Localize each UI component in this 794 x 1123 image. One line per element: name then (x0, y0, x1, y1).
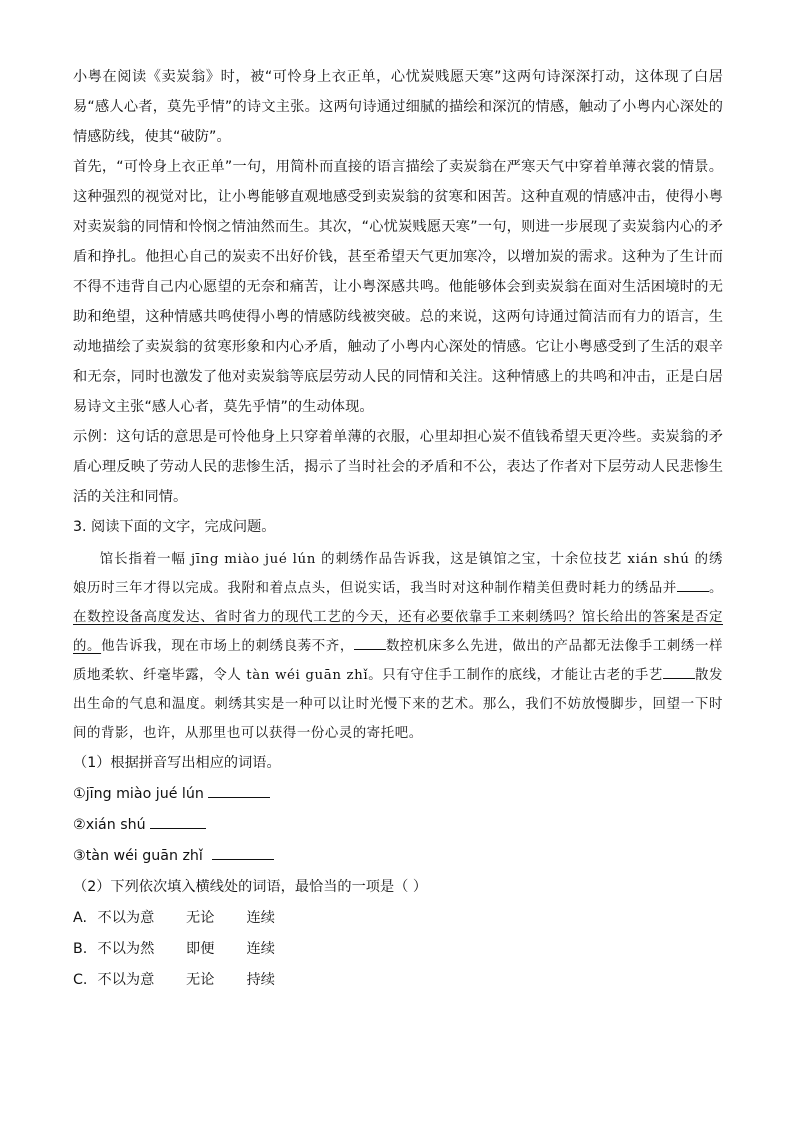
option-c-word-1: 不以为意 (97, 972, 155, 988)
passage-underlined-sentence: 在数控设备高度发达、省时省力的现代工艺的今天，还有必要依靠手工来刺绣吗？馆长给出的答案是否定的。 (73, 610, 723, 654)
answer-blank-3[interactable] (212, 845, 274, 860)
passage-sentence-5: 数控机床多么先进，做出的产品都无法像手工刺绣一样质地柔软、纤毫毕露，令人 tàn wéi guān zhǐ。只有守住手工制作的底线，才能让古老的手艺 (73, 639, 723, 683)
question-3-title: 3. 阅读下面的文字，完成问题。 (73, 519, 276, 535)
pinyin-item-3 (73, 841, 723, 872)
passage-blank-3 (663, 664, 695, 679)
answer-blank-1[interactable] (208, 783, 270, 798)
passage-sentence-2: 。 (708, 581, 723, 596)
option-b[interactable] (73, 934, 723, 965)
option-c-word-2: 无论 (186, 972, 215, 988)
pinyin-item-2-text: ②xián shú (73, 817, 146, 833)
option-a-word-3: 连续 (246, 910, 275, 926)
analysis-paragraph-1: 小粤在阅读《卖炭翁》时，被“可怜身上衣正单，心忧炭贱愿天寒”这两句诗深深打动，这体现了白居易“感人心者，莫先乎情”的诗文主张。这两句诗通过细腻的描绘和深沉的情感，触动了小粤内心深处的情感防线，使其“破防”。 (73, 69, 723, 145)
pinyin-item-3-text: ③tàn wéi guān zhǐ (73, 848, 203, 864)
passage-blank-2 (354, 635, 386, 650)
option-a-letter: A. (73, 910, 87, 926)
answer-blank-2[interactable] (150, 814, 206, 829)
passage-sentence-1: 馆长指着一幅 jīng miào jué lún 的刺绣作品告诉我，这是镇馆之宝，十余位技艺 xián shú 的绣娘历时三年才得以完成。我附和着点点头，但说实话，我当时对这种制作精美但费时耗力的绣品并 (73, 552, 723, 596)
pinyin-item-1-text: ①jīng miào jué lún (73, 786, 204, 802)
pinyin-item-2 (73, 810, 723, 841)
option-c-word-3: 持续 (246, 972, 275, 988)
document-page (73, 62, 723, 996)
analysis-paragraph-3: 示例：这句话的意思是可怜他身上只穿着单薄的衣服，心里却担心炭不值钱希望天更冷些。卖炭翁的矛盾心理反映了劳动人民的悲惨生活，揭示了当时社会的矛盾和不公，表达了作者对下层劳动人民悲惨生活的关注和同情。 (73, 429, 723, 505)
passage-blank-1 (677, 577, 709, 592)
option-b-letter: B. (73, 941, 88, 957)
analysis-paragraph-2: 首先，“可怜身上衣正单”一句，用简朴而直接的语言描绘了卖炭翁在严寒天气中穿着单薄衣裳的情景。这种强烈的视觉对比，让小粤能够直观地感受到卖炭翁的贫寒和困苦。这种直观的情感冲击，使得小粤对卖炭翁的同情和怜悯之情油然而生。其次，“心忧炭贱愿天寒”一句，则进一步展现了卖炭翁内心的矛盾和挣扎。他担心自己的炭卖不出好价钱，甚至希望天气更加寒冷，以增加炭的需求。这种为了生计而不得不违背自己内心愿望的无奈和痛苦，让小粤深感共鸣。他能够体会到卖炭翁在面对生活困境时的无助和绝望，这种情感共鸣使得小粤的情感防线被突破。总的来说，这两句诗通过简洁而有力的语言，生动地描绘了卖炭翁的贫寒形象和内心矛盾，触动了小粤内心深处的情感。它让小粤感受到了生活的艰辛和无奈，同时也激发了他对卖炭翁等底层劳动人民的同情和关注。这种情感上的共鸣和冲击，正是白居易诗文主张“感人心者，莫先乎情”的生动体现。 (73, 159, 723, 415)
option-c-letter: C. (73, 972, 88, 988)
option-a-word-1: 不以为意 (97, 910, 155, 926)
passage-sentence-6: 散发出生命的气息和温度。刺绣其实是一种可以让时光慢下来的艺术。那么，我们不妨放慢脚步，回望一下时间的背影，也许，从那里也可以获得一份心灵的寄托吧。 (73, 668, 724, 741)
option-b-word-3: 连续 (246, 941, 275, 957)
option-b-word-2: 即便 (186, 941, 215, 957)
option-a[interactable] (73, 903, 723, 934)
option-b-word-1: 不以为然 (97, 941, 155, 957)
passage-sentence-4: 他告诉我，现在市场上的刺绣良莠不齐， (101, 639, 354, 654)
sub-question-1-title: （1）根据拼音写出相应的词语。 (73, 755, 281, 771)
option-c[interactable] (73, 965, 723, 996)
sub-question-2-title: （2）下列依次填入横线处的词语，最恰当的一项是（ ） (73, 879, 428, 895)
option-a-word-2: 无论 (186, 910, 215, 926)
pinyin-item-1 (73, 779, 723, 810)
reading-passage (73, 545, 723, 748)
